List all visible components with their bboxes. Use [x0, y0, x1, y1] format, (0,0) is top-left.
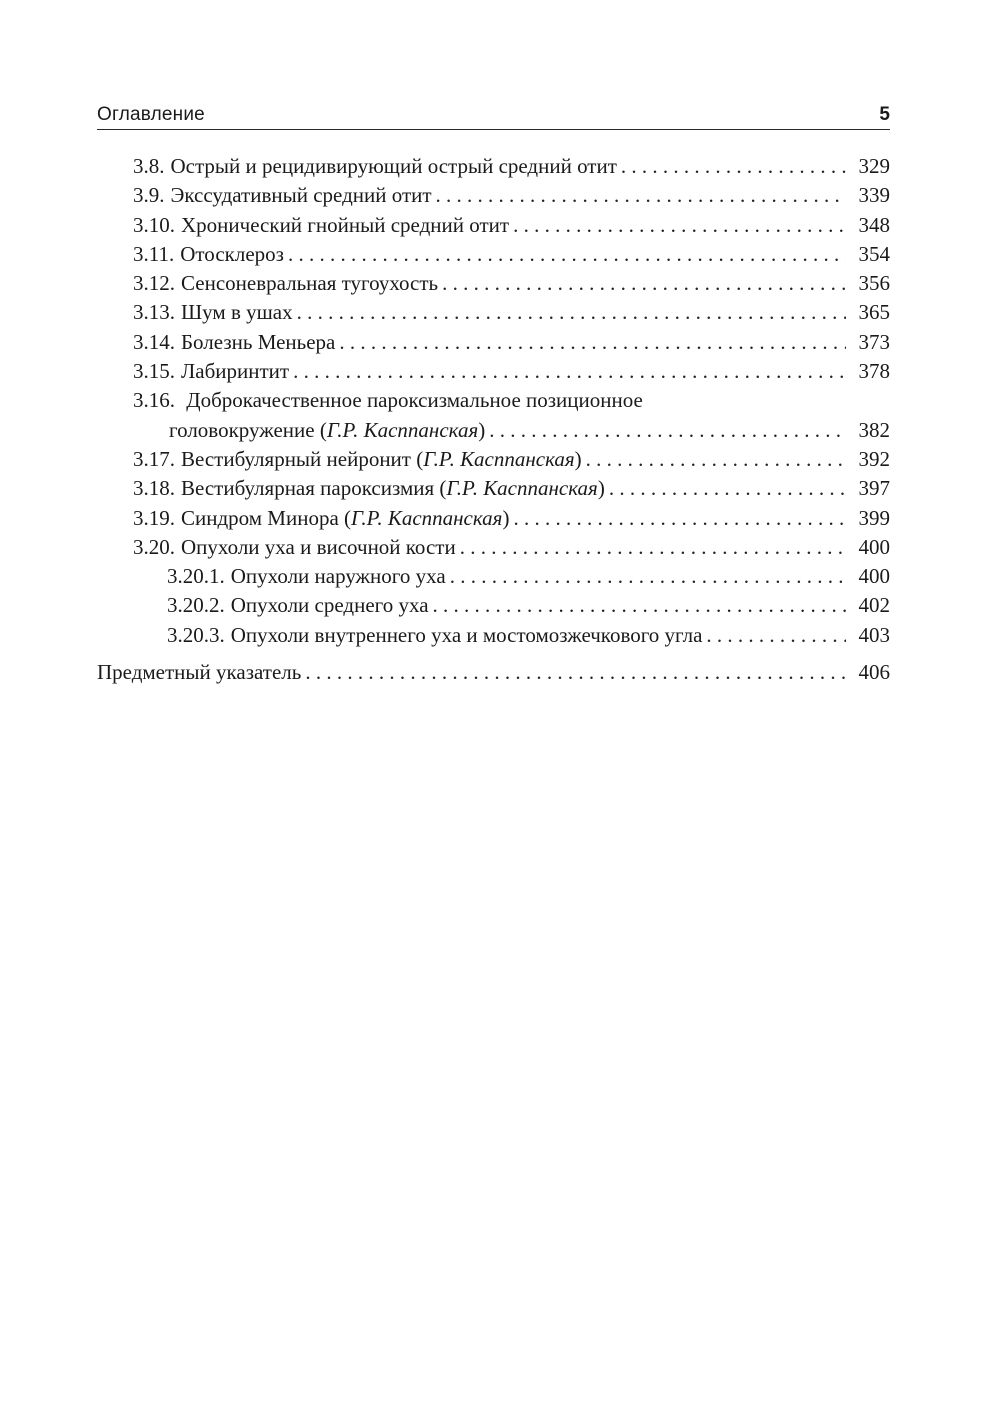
toc-entry-subject-index[interactable] — [97, 658, 890, 687]
toc-entry-line2 — [133, 416, 890, 445]
toc-entry-author: Г.Р. Касппанская — [326, 417, 479, 442]
toc-entry-3-9[interactable] — [97, 181, 890, 210]
toc-entry-3-20[interactable] — [97, 533, 890, 562]
toc-entry-title: Отосклероз — [180, 241, 284, 266]
toc-entry-number: 3.14. — [133, 329, 175, 354]
header-title: Оглавление — [97, 104, 205, 125]
table-of-contents — [97, 152, 890, 687]
toc-entry-3-20-1[interactable] — [97, 562, 890, 591]
dot-leader — [305, 658, 846, 687]
dot-leader — [293, 357, 846, 386]
toc-entry-title: Доброкачественное пароксизмальное позиционное — [186, 388, 643, 413]
toc-entry-author: Г.Р. Касппанская — [446, 476, 598, 501]
author-close-paren: ) — [597, 476, 605, 501]
toc-entry-page: 402 — [858, 593, 890, 618]
toc-entry-3-11[interactable] — [97, 240, 890, 269]
toc-entry-page: 397 — [858, 476, 890, 501]
dot-leader — [442, 269, 846, 298]
toc-entry-title: Вестибулярный нейронит — [181, 446, 411, 471]
dot-leader — [513, 211, 846, 240]
toc-entry-title: Опухоли наружного уха — [230, 564, 446, 589]
dot-leader — [288, 240, 846, 269]
toc-entry-3-17[interactable] — [97, 445, 890, 474]
toc-entry-3-10[interactable] — [97, 211, 890, 240]
toc-entry-title: Синдром Минора — [181, 505, 339, 530]
toc-entry-number: 3.20.3. — [167, 622, 225, 647]
dot-leader — [513, 504, 846, 533]
dot-leader — [433, 591, 846, 620]
toc-entry-page: 400 — [858, 564, 890, 589]
toc-entry-number: 3.15. — [133, 359, 175, 384]
dot-leader — [489, 416, 846, 445]
author-open-paren: ( — [434, 476, 447, 501]
toc-entry-title: Хронический гнойный средний отит — [181, 212, 510, 237]
author-close-paren: ) — [502, 505, 510, 530]
toc-entry-page: 392 — [858, 446, 890, 471]
toc-entry-number: 3.19. — [133, 505, 175, 530]
dot-leader — [460, 533, 846, 562]
toc-entry-page: 399 — [858, 505, 890, 530]
toc-entry-number: 3.12. — [133, 271, 175, 296]
dot-leader — [586, 445, 846, 474]
toc-entry-3-16[interactable] — [97, 386, 890, 445]
toc-entry-3-19[interactable] — [97, 504, 890, 533]
dot-leader — [609, 474, 846, 503]
toc-entry-title: Опухоли уха и височной кости — [181, 534, 456, 559]
toc-entry-title: Опухоли среднего уха — [230, 593, 429, 618]
toc-entry-title: Предметный указатель — [97, 660, 302, 685]
toc-entry-3-8[interactable] — [97, 152, 890, 181]
toc-entry-3-12[interactable] — [97, 269, 890, 298]
dot-leader — [297, 298, 846, 327]
author-close-paren: ) — [478, 417, 486, 442]
toc-entry-3-20-3[interactable] — [97, 621, 890, 650]
toc-entry-title: Сенсоневральная тугоухость — [181, 271, 439, 296]
toc-entry-page: 403 — [858, 622, 890, 647]
toc-entry-3-18[interactable] — [97, 474, 890, 503]
toc-entry-author: Г.Р. Касппанская — [351, 505, 503, 530]
toc-entry-number: 3.9. — [133, 183, 165, 208]
toc-entry-page: 400 — [858, 534, 890, 559]
toc-entry-number: 3.20. — [133, 534, 175, 559]
toc-entry-number: 3.8. — [133, 154, 165, 178]
dot-leader — [706, 621, 846, 650]
toc-entry-number: 3.20.2. — [167, 593, 225, 618]
toc-entry-number: 3.11. — [133, 241, 175, 266]
toc-entry-page: 378 — [858, 359, 890, 384]
toc-entry-number: 3.17. — [133, 446, 175, 471]
toc-entry-3-14[interactable] — [97, 328, 890, 357]
dot-leader — [621, 152, 846, 181]
toc-entry-number: 3.16. — [133, 388, 175, 413]
toc-entry-page: 406 — [858, 660, 890, 685]
toc-entry-3-20-2[interactable] — [97, 591, 890, 620]
toc-entry-title: Лабиринтит — [181, 359, 290, 384]
toc-entry-title: Болезнь Меньера — [181, 329, 336, 354]
toc-entry-title: Острый и рецидивирующий острый средний отит — [170, 154, 617, 178]
dot-leader — [450, 562, 846, 591]
toc-entry-title: Опухоли внутреннего уха и мостомозжечкового угла — [230, 622, 703, 647]
dot-leader — [339, 328, 846, 357]
toc-entry-number: 3.20.1. — [167, 564, 225, 589]
toc-entry-page: 348 — [858, 212, 890, 237]
toc-entry-number: 3.13. — [133, 300, 175, 325]
toc-entry-title: Вестибулярная пароксизмия — [181, 476, 435, 501]
toc-entry-title-continued: головокружение — [169, 417, 315, 442]
author-open-paren: ( — [314, 417, 327, 442]
toc-entry-title: Шум в ушах — [181, 300, 293, 325]
toc-entry-number: 3.18. — [133, 476, 175, 501]
header-page-number: 5 — [879, 104, 890, 125]
toc-entry-title: Экссудативный средний отит — [170, 183, 432, 208]
toc-entry-page: 365 — [858, 300, 890, 325]
author-close-paren: ) — [574, 446, 582, 471]
toc-entry-author: Г.Р. Касппанская — [423, 446, 575, 471]
toc-entry-page: 339 — [858, 183, 890, 208]
toc-entry-3-15[interactable] — [97, 357, 890, 386]
toc-entry-3-13[interactable] — [97, 298, 890, 327]
author-open-paren: ( — [338, 505, 352, 530]
toc-entry-page: 382 — [858, 417, 890, 442]
author-open-paren: ( — [410, 446, 424, 471]
toc-entry-page: 373 — [858, 329, 890, 354]
toc-entry-page: 356 — [858, 271, 890, 296]
running-header — [97, 100, 890, 130]
toc-entry-page: 329 — [858, 154, 890, 178]
toc-entry-number: 3.10. — [133, 212, 175, 237]
dot-leader — [436, 181, 846, 210]
toc-entry-page: 354 — [858, 241, 890, 266]
toc-entry-line1 — [133, 386, 890, 415]
